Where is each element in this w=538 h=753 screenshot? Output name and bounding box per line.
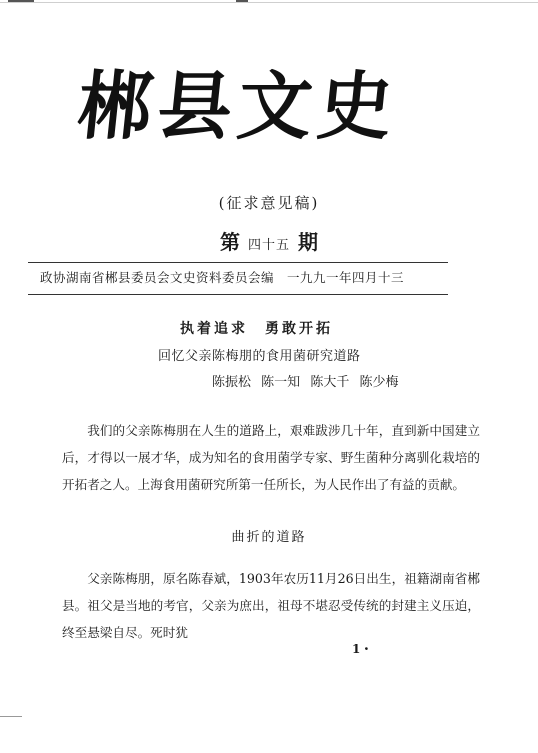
body-paragraph: 我们的父亲陈梅朋在人生的道路上，艰难跋涉几十年，直到新中国建立后，才得以一展才华，成为知名的食用菌学专家、野生菌种分离驯化栽培的开拓者之人。上海食用菌研究所第一任所长，为人民作出了有益的贡献。 bbox=[62, 423, 480, 492]
page-number: 1・ bbox=[352, 642, 373, 656]
author-list bbox=[212, 371, 404, 390]
scan-mark bbox=[236, 0, 248, 2]
divider-top bbox=[28, 262, 448, 263]
author-name: 陈一知 bbox=[261, 375, 301, 390]
scan-mark bbox=[8, 0, 34, 2]
draft-note: (征求意见稿) bbox=[218, 194, 320, 212]
issue-number: 四十五 bbox=[247, 238, 290, 253]
scan-mark bbox=[0, 716, 22, 717]
issue-suffix: 期 bbox=[298, 230, 318, 254]
author-name: 陈振松 bbox=[212, 375, 252, 390]
body-paragraph: 父亲陈梅朋，原名陈春斌，1903年农历11月26日出生，祖籍湖南省郴县。祖父是当地的考官，父亲为庶出，祖母不堪忍受传统的封建主义压迫，终至悬梁自尽。死时犹 bbox=[62, 571, 480, 640]
section-heading: 曲折的道路 bbox=[231, 530, 307, 545]
top-edge-rule bbox=[0, 2, 538, 3]
issue-prefix: 第 bbox=[219, 230, 240, 254]
masthead-title: 郴县文史 bbox=[73, 64, 403, 150]
author-name: 陈少梅 bbox=[359, 375, 399, 390]
issue-line bbox=[0, 226, 538, 255]
divider-bottom bbox=[28, 294, 448, 295]
author-name: 陈大千 bbox=[310, 375, 350, 390]
article-subtitle: 回忆父亲陈梅朋的食用菌研究道路 bbox=[158, 349, 361, 364]
article-title: 执着追求 勇敢开拓 bbox=[180, 321, 333, 337]
publisher-line: 政协湖南省郴县委员会文史资料委员会编 一九九一年四月十三 bbox=[40, 270, 405, 285]
